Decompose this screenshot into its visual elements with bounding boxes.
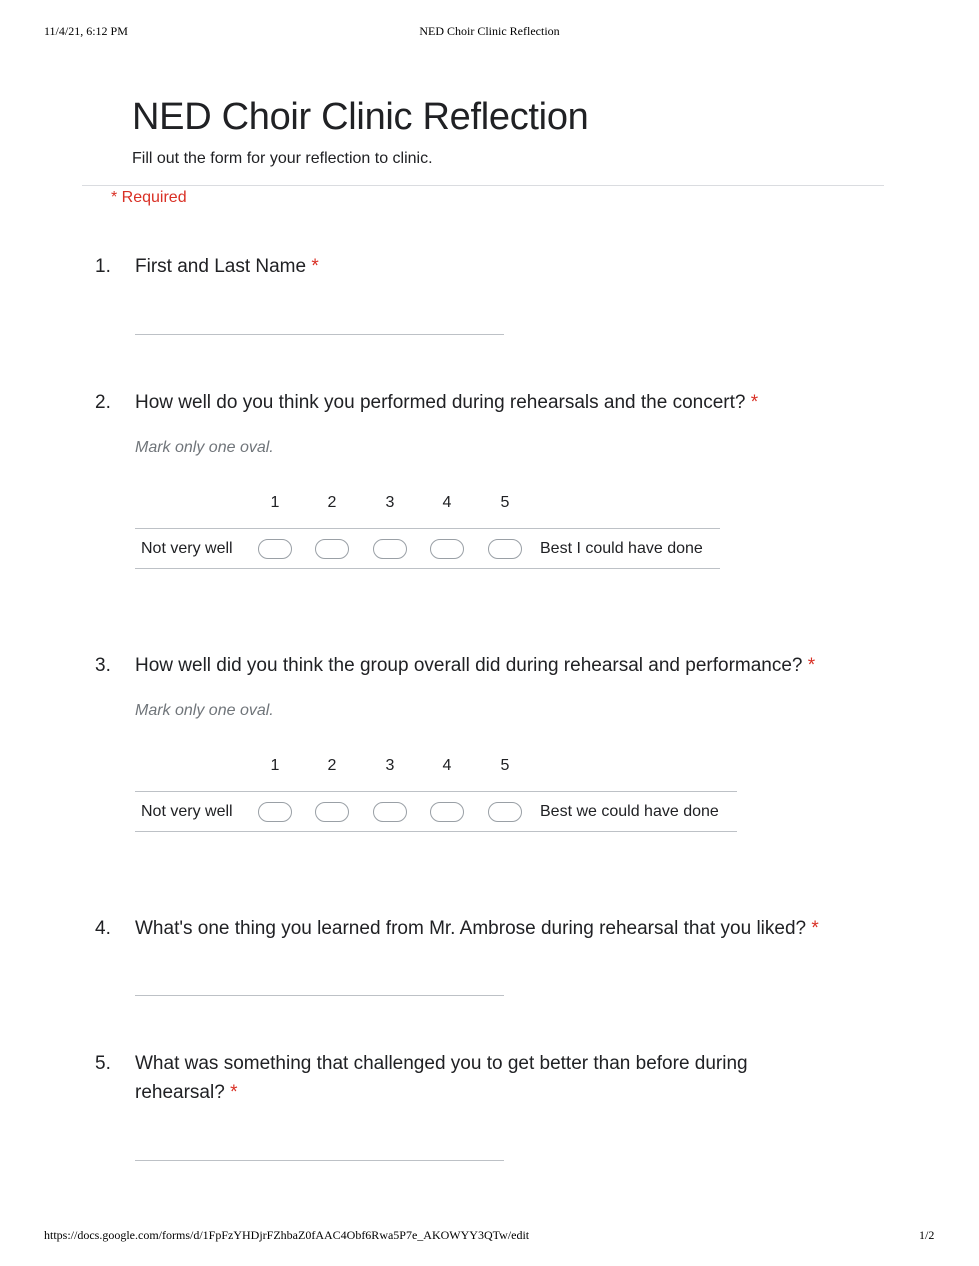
form-title: NED Choir Clinic Reflection [132,96,589,138]
scale-bottom-border [135,568,720,569]
question-label: How well did you think the group overall did during rehearsal and performance? [135,655,803,676]
question-label: What's one thing you learned from Mr. Ambrose during rehearsal that you liked? [135,918,807,939]
print-url: https://docs.google.com/forms/d/1FpFzYHDjrFZhbaZ0fAAC4Obf6Rwa5P7e_AKOWYY3QTw/edit [44,1228,530,1242]
scale-number: 2 [327,757,337,774]
scale-number: 1 [270,494,280,511]
question-hint: Mark only one oval. [135,439,274,456]
scale-option-1-oval[interactable] [258,539,292,559]
scale-number: 4 [442,757,452,774]
scale-number: 2 [327,494,337,511]
scale-option-4-oval[interactable] [430,539,464,559]
scale-bottom-border [135,831,737,832]
scale-option-1-oval[interactable] [258,802,292,822]
question-number: 1. [95,256,111,277]
scale-number: 3 [385,757,395,774]
question-label-line1: What was something that challenged you to get better than before during [135,1053,748,1074]
question-text [135,252,319,281]
scale-low-label: Not very well [141,540,233,557]
required-asterisk: * [311,256,319,277]
scale-option-4-oval[interactable] [430,802,464,822]
required-note: * Required [111,189,187,206]
scale-top-border [135,791,737,792]
question-text [135,914,819,943]
required-asterisk: * [811,918,819,939]
print-datetime: 11/4/21, 6:12 PM [44,24,128,38]
question-text [135,388,758,417]
question-number: 3. [95,655,111,676]
scale-number: 4 [442,494,452,511]
question-text [135,1049,835,1107]
scale-option-2-oval[interactable] [315,539,349,559]
scale-option-3-oval[interactable] [373,539,407,559]
scale-option-2-oval[interactable] [315,802,349,822]
question-label: How well do you think you performed during rehearsals and the concert? [135,392,746,413]
question-label: First and Last Name [135,256,307,277]
header-divider [82,185,884,186]
scale-high-label: Best I could have done [540,540,703,557]
question-label-line2: rehearsal? * [135,1082,238,1103]
required-asterisk: * [750,392,759,413]
question-hint: Mark only one oval. [135,702,274,719]
required-asterisk: * [807,655,816,676]
question-number: 4. [95,918,111,939]
name-answer-field[interactable] [135,334,504,335]
print-doc-title: NED Choir Clinic Reflection [419,24,560,38]
print-page-number: 1/2 [919,1228,935,1242]
learned-answer-field[interactable] [135,995,504,996]
question-text [135,651,815,680]
form-description: Fill out the form for your reflection to clinic. [132,150,433,167]
challenge-answer-field[interactable] [135,1160,504,1161]
scale-number: 5 [500,757,510,774]
scale-number: 3 [385,494,395,511]
required-asterisk: * [230,1082,238,1103]
scale-option-5-oval[interactable] [488,539,522,559]
scale-top-border [135,528,720,529]
question-number: 2. [95,392,111,413]
scale-number: 5 [500,494,510,511]
scale-number: 1 [270,757,280,774]
question-number: 5. [95,1053,111,1074]
scale-option-5-oval[interactable] [488,802,522,822]
scale-high-label: Best we could have done [540,803,719,820]
scale-option-3-oval[interactable] [373,802,407,822]
scale-low-label: Not very well [141,803,233,820]
